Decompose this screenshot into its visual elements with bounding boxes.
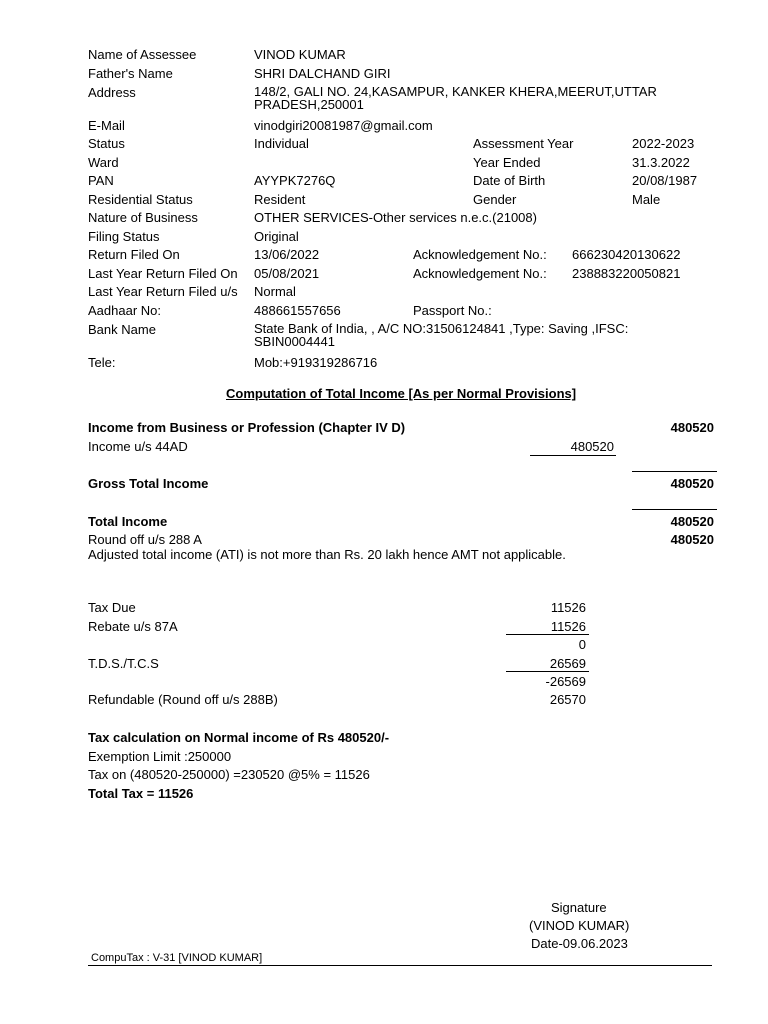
tds-underline <box>506 671 589 672</box>
rebate-underline <box>506 634 589 635</box>
last-year-return-filed-on-label: Last Year Return Filed On <box>88 266 238 281</box>
income-44ad-underline <box>530 455 616 456</box>
tax-formula: Tax on (480520-250000) =230520 @5% = 11526 <box>88 767 370 782</box>
last-ack-number-value: 238883220050821 <box>572 266 681 281</box>
round-off-288a-value: 480520 <box>670 532 714 547</box>
aadhaar-label: Aadhaar No: <box>88 303 161 318</box>
gross-total-income-value: 480520 <box>670 476 714 491</box>
tele-label: Tele: <box>88 355 116 370</box>
status-label: Status <box>88 136 125 151</box>
business-income-heading: Income from Business or Profession (Chapter IV D) <box>88 420 406 435</box>
footer-text: CompuTax : V-31 [VINOD KUMAR] <box>91 952 263 964</box>
signature-label: Signature <box>551 900 607 915</box>
total-income-value: 480520 <box>670 514 714 529</box>
rebate-87a-label: Rebate u/s 87A <box>88 619 178 634</box>
total-tax: Total Tax = 11526 <box>88 786 194 801</box>
bank-name-value: State Bank of India, , A/C NO:31506124841 ,Type: Saving ,IFSC: SBIN0004441 <box>254 321 629 349</box>
tds-tcs-label: T.D.S./T.C.S <box>88 656 159 671</box>
status-value: Individual <box>254 136 309 151</box>
income-44ad-value: 480520 <box>570 439 614 454</box>
address-value: 148/2, GALI NO. 24,KASAMPUR, KANKER KHERA,MEERUT,UTTAR PRADESH,250001 <box>254 84 657 112</box>
filing-status-label: Filing Status <box>88 229 160 244</box>
assessee-name-label: Name of Assessee <box>88 47 197 62</box>
gender-label: Gender <box>473 192 517 207</box>
net-tax-value: 0 <box>578 637 586 652</box>
passport-label: Passport No.: <box>413 303 492 318</box>
signature-date: Date-09.06.2023 <box>531 936 628 951</box>
assessment-year-value: 2022-2023 <box>632 136 695 151</box>
balance-value: -26569 <box>545 674 586 689</box>
assessment-year-label: Assessment Year <box>473 136 574 151</box>
return-filed-on-label: Return Filed On <box>88 247 180 262</box>
ack-number-label: Acknowledgement No.: <box>413 247 547 262</box>
business-income-total: 480520 <box>670 420 714 435</box>
footer-rule <box>88 965 712 966</box>
refundable-value: 26570 <box>549 692 586 707</box>
last-year-return-filed-us-label: Last Year Return Filed u/s <box>88 284 238 299</box>
father-name-label: Father's Name <box>88 66 173 81</box>
tele-value: Mob:+919319286716 <box>254 355 378 370</box>
nature-of-business-label: Nature of Business <box>88 210 198 225</box>
refundable-label: Refundable (Round off u/s 288B) <box>88 692 278 707</box>
last-year-return-filed-on-value: 05/08/2021 <box>254 266 320 281</box>
signatory-name: (VINOD KUMAR) <box>529 918 630 933</box>
tax-due-value: 11526 <box>550 600 586 615</box>
dob-value: 20/08/1987 <box>632 173 698 188</box>
ward-label: Ward <box>88 155 119 170</box>
dob-label: Date of Birth <box>473 173 546 188</box>
last-year-return-filed-us-value: Normal <box>254 284 296 299</box>
rebate-87a-value: 11526 <box>550 619 586 634</box>
tax-due-label: Tax Due <box>88 600 136 615</box>
year-ended-value: 31.3.2022 <box>632 155 690 170</box>
pan-value: AYYPK7276Q <box>254 173 336 188</box>
computation-title: Computation of Total Income [As per Normal Provisions] <box>226 386 577 401</box>
return-filed-on-value: 13/06/2022 <box>254 247 320 262</box>
father-name-value: SHRI DALCHAND GIRI <box>254 66 391 81</box>
nature-of-business-value: OTHER SERVICES-Other services n.e.c.(21008) <box>254 210 537 225</box>
email-value: vinodgiri20081987@gmail.com <box>254 118 433 133</box>
residential-status-label: Residential Status <box>88 192 193 207</box>
last-ack-number-label: Acknowledgement No.: <box>413 266 547 281</box>
filing-status-value: Original <box>254 229 299 244</box>
residential-status-value: Resident <box>254 192 306 207</box>
income-44ad-label: Income u/s 44AD <box>88 439 188 454</box>
round-off-288a-label: Round off u/s 288 A <box>88 532 202 547</box>
gross-total-income-label: Gross Total Income <box>88 476 209 491</box>
exemption-limit: Exemption Limit :250000 <box>88 749 232 764</box>
tds-tcs-value: 26569 <box>549 656 586 671</box>
amt-note: Adjusted total income (ATI) is not more than Rs. 20 lakh hence AMT not applicable. <box>88 547 566 562</box>
address-label: Address <box>88 85 136 100</box>
assessee-name-value: VINOD KUMAR <box>254 47 346 62</box>
gross-total-overline <box>632 471 717 472</box>
pan-label: PAN <box>88 173 114 188</box>
ack-number-value: 666230420130622 <box>572 247 681 262</box>
year-ended-label: Year Ended <box>473 155 541 170</box>
email-label: E-Mail <box>88 118 125 133</box>
total-income-overline <box>632 509 717 510</box>
bank-name-label: Bank Name <box>88 322 156 337</box>
aadhaar-value: 488661557656 <box>254 303 341 318</box>
total-income-label: Total Income <box>88 514 168 529</box>
tax-calculation-heading: Tax calculation on Normal income of Rs 480520/- <box>88 730 390 745</box>
gender-value: Male <box>632 192 661 207</box>
